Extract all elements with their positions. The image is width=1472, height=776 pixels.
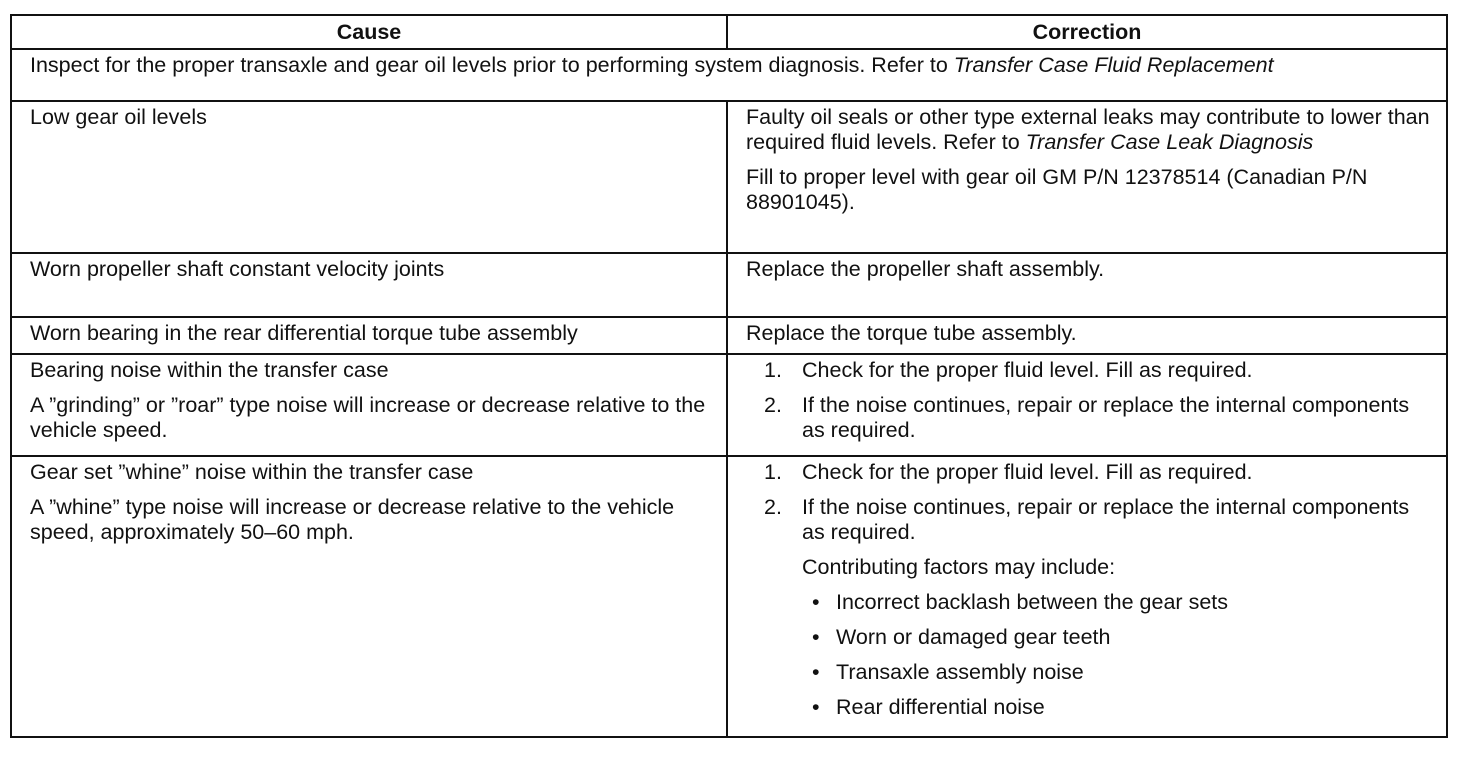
diagnosis-table xyxy=(10,14,1448,738)
cause-description: A ”whine” type noise will increase or decrease relative to the vehicle speed, approximately 50–60 mph. xyxy=(30,495,675,544)
note-row xyxy=(11,49,1447,101)
factor-text: Transaxle assembly noise xyxy=(836,660,1084,684)
bullet-icon: • xyxy=(812,590,820,614)
table-row xyxy=(11,354,1447,456)
header-row xyxy=(11,15,1447,49)
correction-cell xyxy=(727,101,1447,253)
factor-text: Incorrect backlash between the gear sets xyxy=(836,590,1228,614)
cause-text: Worn bearing in the rear differential torque tube assembly xyxy=(30,321,578,345)
step-item xyxy=(746,460,1436,485)
cause-cell xyxy=(11,317,727,354)
correction-text: Replace the propeller shaft assembly. xyxy=(746,257,1105,281)
bullet-icon: • xyxy=(812,625,820,649)
bullet-icon: • xyxy=(812,660,820,684)
correction-paragraph xyxy=(746,105,1436,155)
correction-cell xyxy=(727,253,1447,317)
steps-list xyxy=(746,460,1436,720)
table-row xyxy=(11,456,1447,737)
header-correction: Correction xyxy=(727,15,1447,49)
cause-cell xyxy=(11,354,727,456)
cause-text: Low gear oil levels xyxy=(30,105,207,129)
factors-list xyxy=(802,590,1436,720)
step-number: 2. xyxy=(764,495,782,519)
cause-cell xyxy=(11,456,727,737)
factor-item xyxy=(802,695,1436,720)
cause-cell xyxy=(11,253,727,317)
cause-title: Gear set ”whine” noise within the transfer case xyxy=(30,460,474,484)
steps-list xyxy=(746,358,1436,443)
correction-cell xyxy=(727,354,1447,456)
factor-text: Worn or damaged gear teeth xyxy=(836,625,1111,649)
correction-cell xyxy=(727,456,1447,737)
factor-text: Rear differential noise xyxy=(836,695,1045,719)
cause-description: A ”grinding” or ”roar” type noise will increase or decrease relative to the vehicle speed. xyxy=(30,393,706,442)
cause-text: Worn propeller shaft constant velocity joints xyxy=(30,257,445,281)
step-text: Check for the proper fluid level. Fill as required. xyxy=(802,358,1253,382)
cause-cell xyxy=(11,101,727,253)
table-row xyxy=(11,101,1447,253)
factor-item xyxy=(802,660,1436,685)
step-text: Check for the proper fluid level. Fill as required. xyxy=(802,460,1253,484)
step-item xyxy=(746,495,1436,720)
step-text: If the noise continues, repair or replace the internal components as required. xyxy=(802,495,1410,544)
step-item xyxy=(746,393,1436,443)
step-item xyxy=(746,358,1436,383)
factors-intro: Contributing factors may include: xyxy=(802,555,1116,579)
correction-paragraph: Fill to proper level with gear oil GM P/N 12378514 (Canadian P/N 88901045). xyxy=(746,165,1368,214)
correction-cell xyxy=(727,317,1447,354)
step-number: 1. xyxy=(764,460,782,484)
header-cause: Cause xyxy=(11,15,727,49)
table-row xyxy=(11,253,1447,317)
note-cell xyxy=(11,49,1447,101)
bullet-icon: • xyxy=(812,695,820,719)
factor-item xyxy=(802,590,1436,615)
table-row xyxy=(11,317,1447,354)
factor-item xyxy=(802,625,1436,650)
correction-text: Faulty oil seals or other type external leaks may contribute to lower than required fluid levels. Refer to xyxy=(746,105,1430,154)
note-text: Inspect for the proper transaxle and gear oil levels prior to performing system diagnosis. Refer to xyxy=(30,53,954,77)
correction-text: Replace the torque tube assembly. xyxy=(746,321,1077,345)
correction-link: Transfer Case Leak Diagnosis xyxy=(1025,130,1314,154)
note-link: Transfer Case Fluid Replacement xyxy=(953,53,1274,77)
step-number: 2. xyxy=(764,393,782,417)
step-text: If the noise continues, repair or replace the internal components as required. xyxy=(802,393,1410,442)
cause-title: Bearing noise within the transfer case xyxy=(30,358,389,382)
step-number: 1. xyxy=(764,358,782,382)
